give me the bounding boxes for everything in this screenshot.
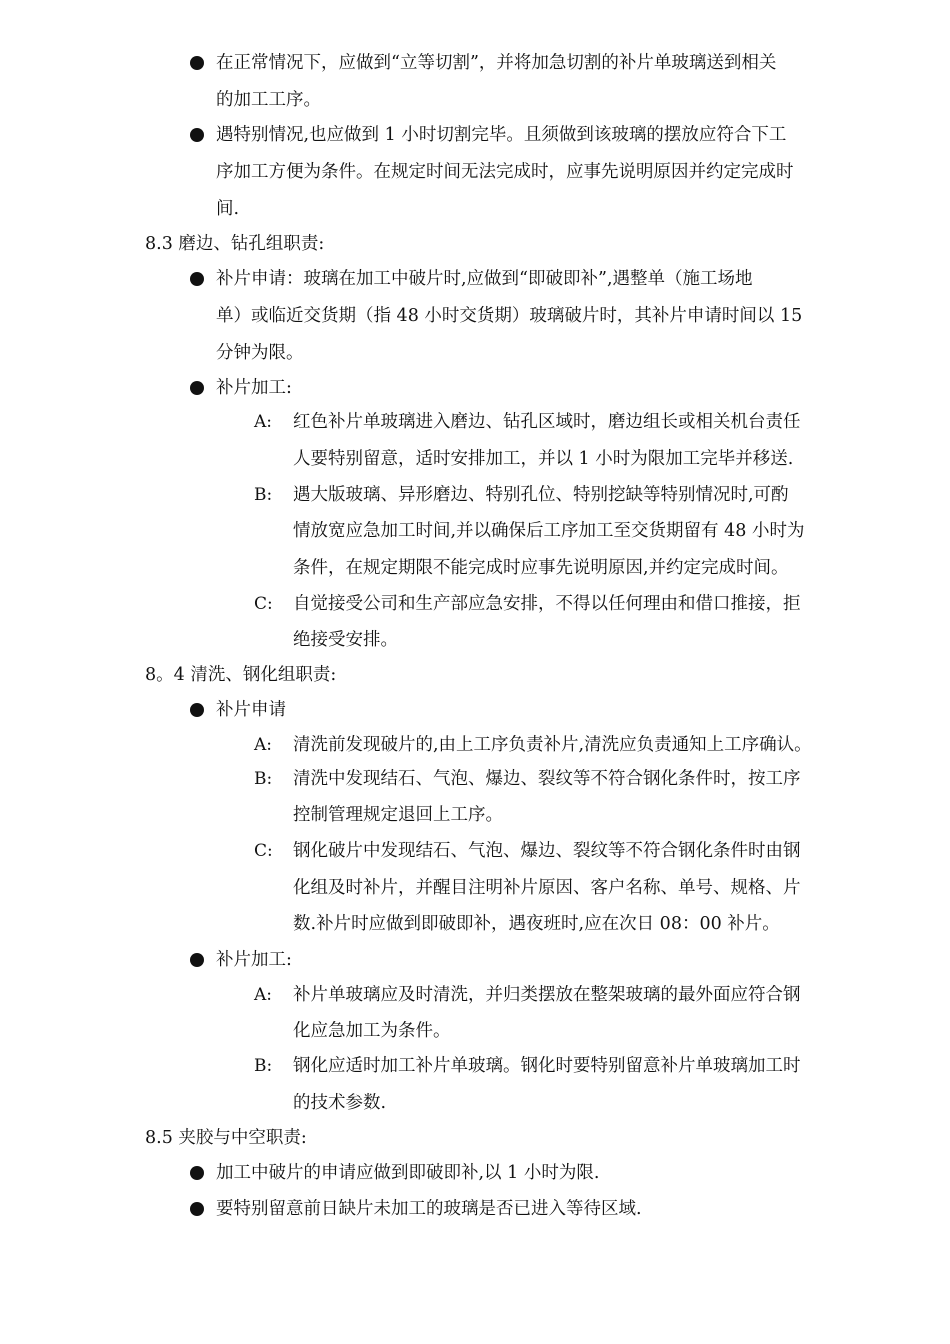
item-marker: C:: [254, 841, 273, 861]
paragraph-line: 化应急加工为条件。: [293, 1021, 451, 1041]
bullet-icon: [190, 703, 204, 717]
paragraph-line: 补片单玻璃应及时清洗，并归类摆放在整架玻璃的最外面应符合钢: [293, 985, 801, 1005]
paragraph-line: 人要特别留意，适时安排加工，并以 1 小时为限加工完毕并移送.: [293, 449, 794, 469]
paragraph-line: 的加工工序。: [216, 90, 321, 110]
section-heading: 8。4 清洗、钢化组职责:: [145, 665, 337, 685]
bullet-icon: [190, 56, 204, 70]
paragraph-line: 数.补片时应做到即破即补，遇夜班时,应在次日 08：00 补片。: [293, 914, 780, 934]
item-marker: B:: [254, 769, 273, 789]
paragraph-line: 要特别留意前日缺片未加工的玻璃是否已进入等待区域.: [216, 1199, 642, 1219]
item-marker: C:: [254, 594, 273, 614]
paragraph-line: 遇大版玻璃、异形磨边、特别孔位、特别挖缺等特别情况时,可酌: [293, 485, 789, 505]
list-item-title: 补片申请: [216, 700, 286, 720]
paragraph-line: 绝接受安排。: [293, 630, 398, 650]
paragraph-line: 间.: [216, 199, 240, 219]
bullet-icon: [190, 272, 204, 286]
paragraph-line: 序加工方便为条件。在规定时间无法完成时，应事先说明原因并约定完成时: [216, 162, 794, 182]
paragraph-line: 遇特别情况,也应做到 1 小时切割完毕。且须做到该玻璃的摆放应符合下工: [216, 125, 787, 145]
paragraph-line: 钢化破片中发现结石、气泡、爆边、裂纹等不符合钢化条件时由钢: [293, 841, 801, 861]
item-marker: B:: [254, 485, 273, 505]
paragraph-line: 清洗中发现结石、气泡、爆边、裂纹等不符合钢化条件时，按工序: [293, 769, 801, 789]
paragraph-line: 情放宽应急加工时间,并以确保后工序加工至交货期留有 48 小时为: [293, 521, 805, 541]
bullet-icon: [190, 1202, 204, 1216]
bullet-icon: [190, 953, 204, 967]
paragraph-line: 钢化应适时加工补片单玻璃。钢化时要特别留意补片单玻璃加工时: [293, 1056, 801, 1076]
item-marker: A:: [254, 985, 273, 1005]
paragraph-line: 补片申请：玻璃在加工中破片时,应做到“即破即补”,遇整单（施工场地: [216, 269, 753, 289]
paragraph-line: 化组及时补片，并醒目注明补片原因、客户名称、单号、规格、片: [293, 878, 801, 898]
section-heading: 8.5 夹胶与中空职责:: [145, 1128, 307, 1148]
paragraph-line: 分钟为限。: [216, 343, 304, 363]
paragraph-line: 控制管理规定退回上工序。: [293, 805, 503, 825]
bullet-icon: [190, 1166, 204, 1180]
paragraph-line: 单）或临近交货期（指 48 小时交货期）玻璃破片时，其补片申请时间以 15: [216, 306, 803, 326]
paragraph-line: 红色补片单玻璃进入磨边、钻孔区域时，磨边组长或相关机台责任: [293, 412, 801, 432]
paragraph-line: 在正常情况下，应做到“立等切割”，并将加急切割的补片单玻璃送到相关: [216, 53, 777, 73]
paragraph-line: 的技术参数.: [293, 1093, 387, 1113]
section-heading: 8.3 磨边、钻孔组职责:: [145, 234, 325, 254]
paragraph-line: 加工中破片的申请应做到即破即补,以 1 小时为限.: [216, 1163, 600, 1183]
item-marker: A:: [254, 735, 273, 755]
item-marker: B:: [254, 1056, 273, 1076]
bullet-icon: [190, 381, 204, 395]
bullet-icon: [190, 128, 204, 142]
list-item-title: 补片加工:: [216, 950, 292, 970]
item-marker: A:: [254, 412, 273, 432]
paragraph-line: 自觉接受公司和生产部应急安排，不得以任何理由和借口推接，拒: [293, 594, 801, 614]
list-item-title: 补片加工:: [216, 378, 292, 398]
paragraph-line: 条件，在规定期限不能完成时应事先说明原因,并约定完成时间。: [293, 558, 789, 578]
paragraph-line: 清洗前发现破片的,由上工序负责补片,清洗应负责通知上工序确认。: [293, 735, 812, 755]
